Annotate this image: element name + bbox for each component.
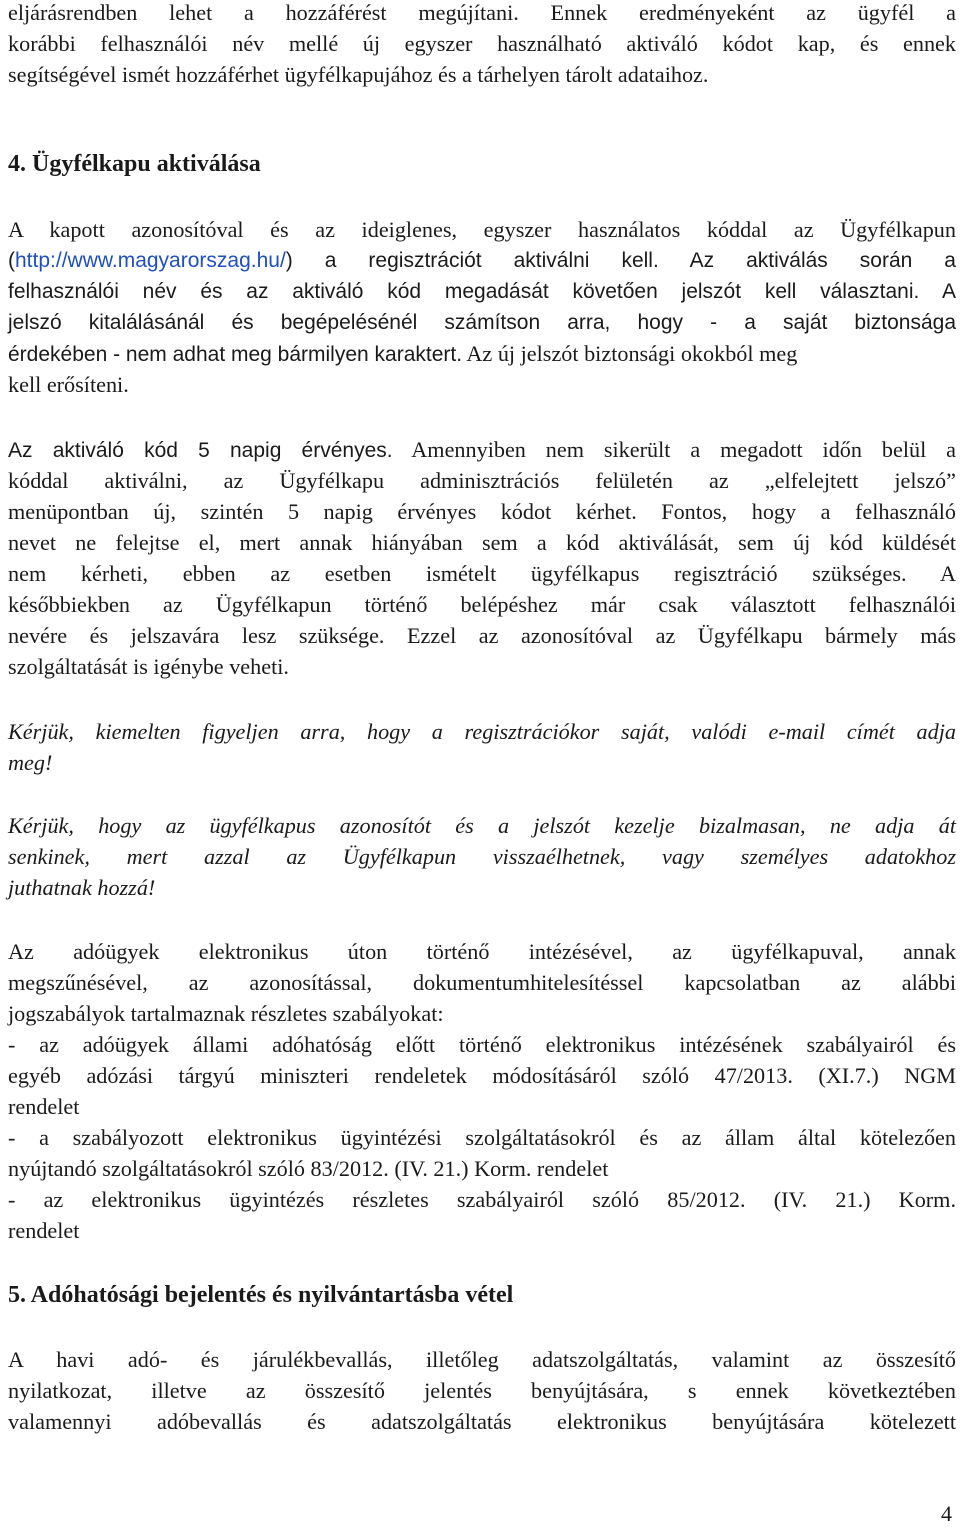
section-4-heading: 4. Ügyfélkapu aktiválása [8,151,261,177]
p1-line-6: kell erősíteni. [8,372,129,397]
s5-line-1: A havi adó- és járulékbevallás, illetőleg adatszolgáltatás, valamint az összesítő [8,1347,956,1372]
p2-line-1: Az aktiváló kód 5 napig érvényes. Amennyiben nem sikerült a megadott időn belül a [8,437,956,462]
page-number: 4 [941,1501,952,1526]
law-line-8: nyújtandó szolgáltatásokról szóló 83/2012. (IV. 21.) Korm. rendelet [8,1156,609,1181]
section-5-heading: 5. Adóhatósági bejelentés és nyilvántartásba vétel [8,1282,514,1308]
law-line-9: - az elektronikus ügyintézés részletes szabályairól szóló 85/2012. (IV. 21.) Korm. [8,1187,956,1212]
p1-line-2: (http://www.magyarorszag.hu/) a regisztrációt aktiválni kell. Az aktiválás során a [8,249,956,272]
p2-line-2: kóddal aktiválni, az Ügyfélkapu adminisztrációs felületén az „elfelejtett jelszó” [8,468,956,493]
p2-line-5: nem kérheti, ebben az esetben ismételt ügyfélkapus regisztráció szükséges. A [8,561,956,586]
note-1-line-2: meg! [8,750,53,775]
p2-line-8: szolgáltatását is igénybe veheti. [8,654,289,679]
p1-line-4: jelszó kitalálásánál és begépelésénél számítson arra, hogy - a saját biztonsága [8,311,956,334]
law-line-2: megszűnésével, az azonosítással, dokumentumhitelesítéssel kapcsolatban az alábbi [8,970,956,995]
intro-line-2: korábbi felhasználói név mellé új egyszer használható aktiváló kódot kap, és ennek [8,31,956,56]
law-line-10: rendelet [8,1218,80,1243]
law-line-7: - a szabályozott elektronikus ügyintézési szolgáltatásokról és az állam által kötelezően [8,1125,956,1150]
note-2-line-3: juthatnak hozzá! [8,875,156,900]
law-line-6: rendelet [8,1094,80,1119]
note-2-line-1: Kérjük, hogy az ügyfélkapus azonosítót és a jelszót kezelje bizalmasan, ne adja át [8,813,956,838]
p2-line-3: menüpontban új, szintén 5 napig érvényes kódot kérhet. Fontos, hogy a felhasználó [8,499,956,524]
law-line-5: egyéb adózási tárgyú miniszteri rendeletek módosításáról szóló 47/2013. (XI.7.) NGM [8,1063,956,1088]
p2-line-7: nevére és jelszavára lesz szüksége. Ezzel az azonosítóval az Ügyfélkapu bármely más [8,623,956,648]
p2-line-6: későbbiekben az Ügyfélkapun történő belépéshez már csak választott felhasználói [8,592,956,617]
law-line-3: jogszabályok tartalmaznak részletes szabályokat: [8,1001,444,1026]
law-line-1: Az adóügyek elektronikus úton történő intézésével, az ügyfélkapuval, annak [8,939,956,964]
p1-line-1: A kapott azonosítóval és az ideiglenes, egyszer használatos kóddal az Ügyfélkapun [8,217,956,242]
intro-line-1: eljárásrendben lehet a hozzáférést megújítani. Ennek eredményeként az ügyfél a [8,0,956,25]
p1-line-5: érdekében - nem adhat meg bármilyen karaktert. Az új jelszót biztonsági okokból meg [8,341,798,366]
note-1-line-1: Kérjük, kiemelten figyeljen arra, hogy a regisztrációkor saját, valódi e-mail címét adja [8,719,956,744]
p2-line-4: nevet ne felejtse el, mert annak hiányában sem a kód aktiválását, sem új kód küldését [8,530,956,555]
law-line-4: - az adóügyek állami adóhatóság előtt történő elektronikus intézésének szabályairól és [8,1032,956,1057]
s5-line-2: nyilatkozat, illetve az összesítő jelentés benyújtására, s ennek következtében [8,1378,956,1403]
s5-line-3: valamennyi adóbevallás és adatszolgáltatás elektronikus benyújtására kötelezett [8,1409,956,1434]
magyarorszag-link[interactable]: http://www.magyarorszag.hu/ [15,249,286,272]
intro-line-3: segítségével ismét hozzáférhet ügyfélkapujához és a tárhelyen tárolt adataihoz. [8,62,709,87]
note-2-line-2: senkinek, mert azzal az Ügyfélkapun visszaélhetnek, vagy személyes adatokhoz [8,844,956,869]
p1-line-3: felhasználói név és az aktiváló kód megadását követően jelszót kell választani. A [8,280,956,303]
